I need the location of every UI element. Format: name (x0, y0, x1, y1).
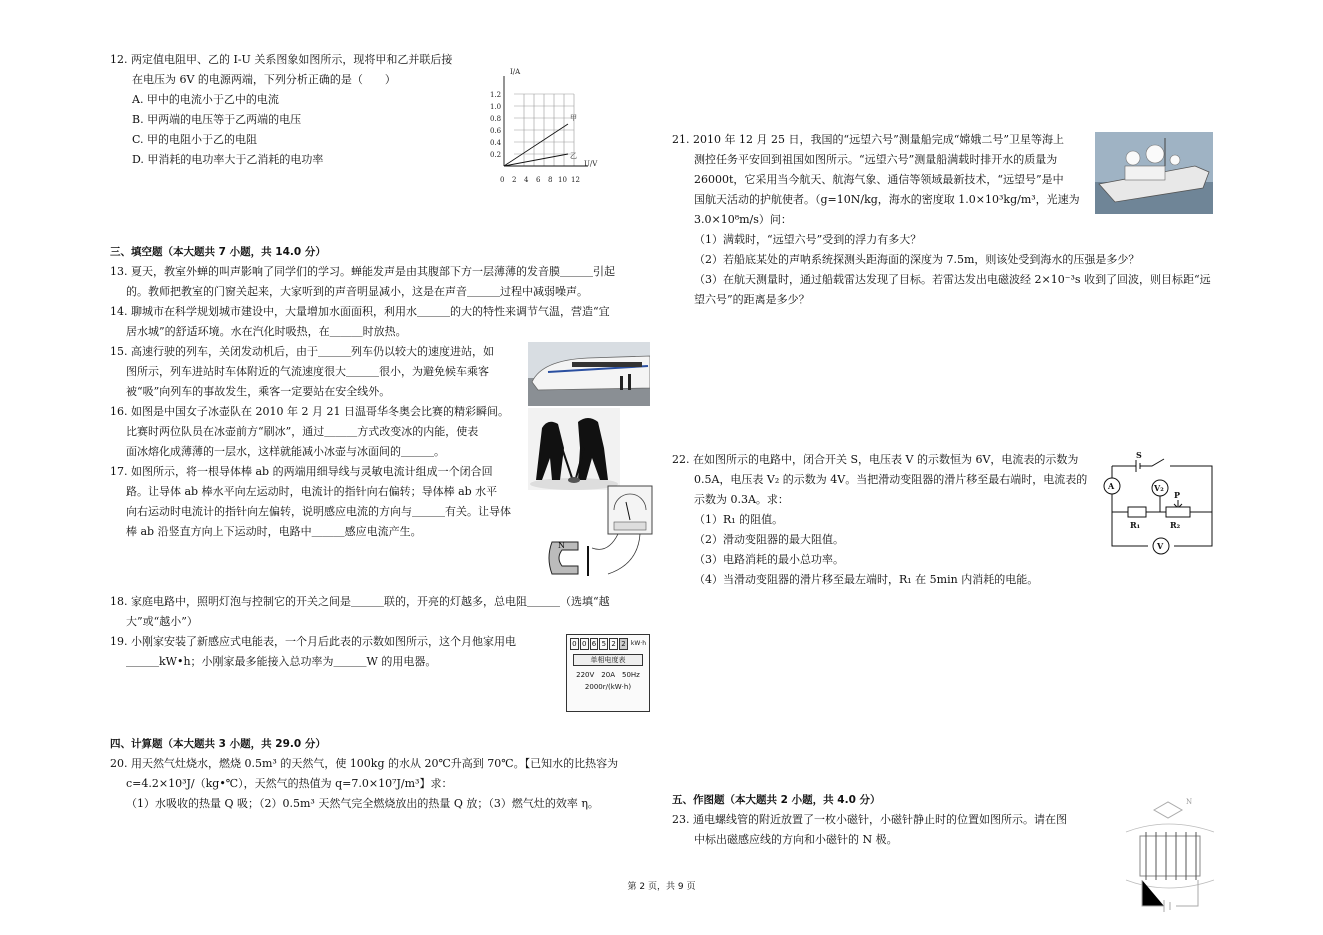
curling-photo (528, 408, 620, 490)
galvanometer-figure (548, 484, 656, 588)
q22-subq: （3）电路消耗的最小总功率。 (694, 553, 844, 566)
iu-graph-xtick: 6 (536, 176, 541, 184)
meter-title: 单相电度表 (573, 654, 643, 666)
q12-line: 在电压为 6V 的电源两端，下列分析正确的是（ ） (132, 73, 396, 86)
q14-line: 14. 聊城市在科学规划城市建设中，大量增加水面面积，利用水＿＿＿的大的特性来调节气温，营造“宜 (110, 305, 610, 318)
q21-subq: 望六号”的距离是多少？ (694, 293, 810, 306)
question-18 (110, 592, 610, 632)
q16-line: 比赛时两位队员在冰壶前方“刷冰”，通过＿＿＿方式改变冰的内能，使表 (126, 425, 479, 438)
meter-digit: 0 (570, 638, 579, 650)
q12-option-d: D. 甲消耗的电功率大于乙消耗的电功率 (132, 153, 324, 166)
q12-line: 12. 两定值电阻甲、乙的 I-U 关系图象如图所示，现将甲和乙并联后接 (110, 53, 453, 66)
iu-graph-label-yi: 乙 (570, 152, 577, 160)
q23-line: 23. 通电螺线管的附近放置了一枚小磁针，小磁针静止时的位置如图所示。请在图 (672, 813, 1067, 826)
iu-graph-xtick: 0 (500, 176, 505, 184)
page-footer: 第 2 页，共 9 页 (627, 882, 696, 892)
q16-line: 16. 如图是中国女子冰壶队在 2010 年 2 月 21 日温哥华冬奥会比赛的精彩瞬间。 (110, 405, 509, 418)
q20-line: c=4.2×10³J/（kg•℃），天然气的热值为 q=7.0×10⁷J/m³】求： (126, 777, 453, 790)
section-4-heading: 四、计算题（本大题共 3 小题，共 29.0 分） (110, 738, 326, 750)
electric-meter (566, 634, 650, 712)
q22-line: 0.5A，电压表 V₂ 的示数为 4V。当把滑动变阻器的滑片移至最右端时，电流表的 (694, 473, 1088, 486)
iu-graph-xtick: 2 (512, 176, 517, 184)
meter-digit: 6 (590, 638, 599, 650)
train-photo (528, 342, 650, 406)
q17-fig-n-label: N (558, 541, 565, 550)
q20-line: 20. 用天然气灶烧水，燃烧 0.5m³ 的天然气，使 100kg 的水从 20℃升高到 70℃。【已知水的比热容为 (110, 757, 619, 770)
question-19 (110, 632, 516, 672)
question-14 (110, 302, 610, 342)
q16-line: 面冰熔化成薄薄的一层水，这样就能减小冰壶与冰面间的＿＿＿。 (126, 445, 445, 458)
q21-subq: （2）若船底某处的声呐系统探测头距海面的深度为 7.5m，则该处受到海水的压强是多少？ (694, 253, 1140, 266)
circuit-label-s: S (1136, 450, 1142, 460)
meter-rev: 2000r/(kW·h) (584, 683, 632, 691)
circuit-label-r2: R₂ (1170, 520, 1181, 530)
circuit-label-r1: R₁ (1130, 520, 1141, 530)
q23-fig-n-label: N (1186, 798, 1193, 806)
q21-line: 3.0×10⁸m/s）问： (694, 213, 792, 226)
ship-photo (1095, 132, 1213, 214)
q21-subq: （1）满载时，“远望六号”受到的浮力有多大？ (694, 233, 922, 246)
question-23 (672, 810, 1067, 850)
iu-graph-ytick: 0.8 (490, 115, 502, 123)
q21-line: 国航天活动的护航使者。（g=10N/kg，海水的密度取 1.0×10³kg/m³，光速为 (694, 193, 1080, 206)
iu-graph-xtick: 10 (558, 176, 567, 184)
iu-graph-ytick: 1.2 (490, 91, 502, 99)
q15-line: 被“吸”向列车的事故发生，乘客一定要站在安全线外。 (126, 385, 391, 398)
section-3-heading: 三、填空题（本大题共 7 小题，共 14.0 分） (110, 246, 326, 258)
q17-line: 路。让导体 ab 棒水平向左运动时，电流计的指针向右偏转；导体棒 ab 水平 (126, 485, 498, 498)
q22-line: 22. 在如图所示的电路中，闭合开关 S，电压表 V 的示数恒为 6V，电流表的示数为 (672, 453, 1079, 466)
circuit-label-p: P (1174, 490, 1181, 500)
iu-graph-ytick: 1.0 (490, 103, 502, 111)
q23-line: 中标出磁感应线的方向和小磁针的 N 极。 (694, 833, 898, 846)
iu-graph-label-jia: 甲 (570, 114, 577, 122)
iu-graph-ytick: 0.4 (490, 139, 502, 147)
q15-line: 图所示，列车进站时车体附近的气流速度很大＿＿＿很小，为避免候车乘客 (126, 365, 489, 378)
question-13 (110, 262, 615, 302)
iu-graph-ytick: 0.2 (490, 151, 502, 159)
question-15 (110, 342, 494, 402)
q13-line: 的。教师把教室的门窗关起来，大家听到的声音明显减小，这是在声音＿＿＿过程中减弱噪声。 (126, 285, 588, 298)
section-5-heading: 五、作图题（本大题共 2 小题，共 4.0 分） (672, 794, 881, 806)
q17-line: 向右运动时电流计的指针向左偏转，说明感应电流的方向与＿＿＿有关。让导体 (126, 505, 511, 518)
circuit-label-v2: V₂ (1154, 483, 1164, 493)
iu-graph-ylabel: I/A (510, 68, 521, 76)
q17-line: 棒 ab 沿竖直方向上下运动时，电路中＿＿＿感应电流产生。 (126, 525, 422, 538)
iu-graph-ytick: 0.6 (490, 127, 502, 135)
meter-digit: 5 (599, 638, 608, 650)
meter-unit: kW·h (630, 640, 646, 647)
q19-line: 19. 小刚家安装了新感应式电能表，一个月后此表的示数如图所示，这个月他家用电 (110, 635, 516, 648)
q17-line: 17. 如图所示，将一根导体棒 ab 的两端用细导线与灵敏电流计组成一个闭合回 (110, 465, 493, 478)
iu-graph-xtick: 8 (548, 176, 553, 184)
q14-line: 居水城”的舒适环境。水在汽化时吸热，在＿＿＿时放热。 (126, 325, 407, 338)
q21-line: 测控任务平安回到祖国如图所示。“远望六号”测量船满载时排开水的质量为 (694, 153, 1058, 166)
q22-subq: （4）当滑动变阻器的滑片移至最左端时，R₁ 在 5min 内消耗的电能。 (694, 573, 1039, 586)
iu-graph-xlabel: U/V (584, 160, 598, 168)
q12-option-b: B. 甲两端的电压等于乙两端的电压 (132, 113, 302, 126)
question-16 (110, 402, 509, 462)
meter-digit: 0 (580, 638, 589, 650)
q22-subq: （2）滑动变阻器的最大阻值。 (694, 533, 844, 546)
iu-graph (488, 62, 598, 190)
q13-line: 13. 夏天，教室外蝉的叫声影响了同学们的学习。蝉能发声是由其腹部下方一层薄薄的发音膜＿＿＿引起 (110, 265, 615, 278)
meter-spec: 220V 20A 50Hz (576, 671, 640, 679)
q21-subq: （3）在航天测量时，通过船载雷达发现了目标。若雷达发出电磁波经 2×10⁻³s 收到了回波，则目标距“远 (694, 273, 1211, 286)
q21-line: 26000t，它采用当今航天、航海气象、通信等领域最新技术，“远望号”是中 (694, 173, 1064, 186)
q15-line: 15. 高速行驶的列车，关闭发动机后，由于＿＿＿列车仍以较大的速度进站，如 (110, 345, 494, 358)
q12-option-a: A. 甲中的电流小于乙中的电流 (132, 93, 279, 106)
circuit-label-v: V (1157, 541, 1164, 551)
question-17 (110, 462, 511, 542)
q19-line: ＿＿＿kW•h；小刚家最多能接入总功率为＿＿＿W 的用电器。 (126, 655, 437, 668)
q18-line: 18. 家庭电路中，照明灯泡与控制它的开关之间是＿＿＿联的，开亮的灯越多，总电阻＿＿＿（选填“越 (110, 595, 610, 608)
iu-graph-xtick: 12 (571, 176, 580, 184)
q12-option-c: C. 甲的电阻小于乙的电阻 (132, 133, 258, 146)
meter-digit: 2 (619, 638, 628, 650)
question-22 (672, 450, 1087, 590)
circuit-diagram (1100, 450, 1218, 560)
circuit-label-a: A (1108, 481, 1115, 491)
question-12 (110, 50, 452, 170)
meter-digit: 2 (609, 638, 618, 650)
q22-subq: （1）R₁ 的阻值。 (694, 513, 784, 526)
q18-line: 大”或“越小”） (126, 615, 198, 628)
q20-line: （1）水吸收的热量 Q 吸；（2）0.5m³ 天然气完全燃烧放出的热量 Q 放；（3）燃气灶的效率 η。 (126, 797, 599, 810)
q21-line: 21. 2010 年 12 月 25 日，我国的“远望六号”测量船完成“嫦娥二号”卫星等海上 (672, 133, 1064, 146)
iu-graph-xtick: 4 (524, 176, 529, 184)
q22-line: 示数为 0.3A。求： (694, 493, 789, 506)
question-20 (110, 754, 618, 814)
